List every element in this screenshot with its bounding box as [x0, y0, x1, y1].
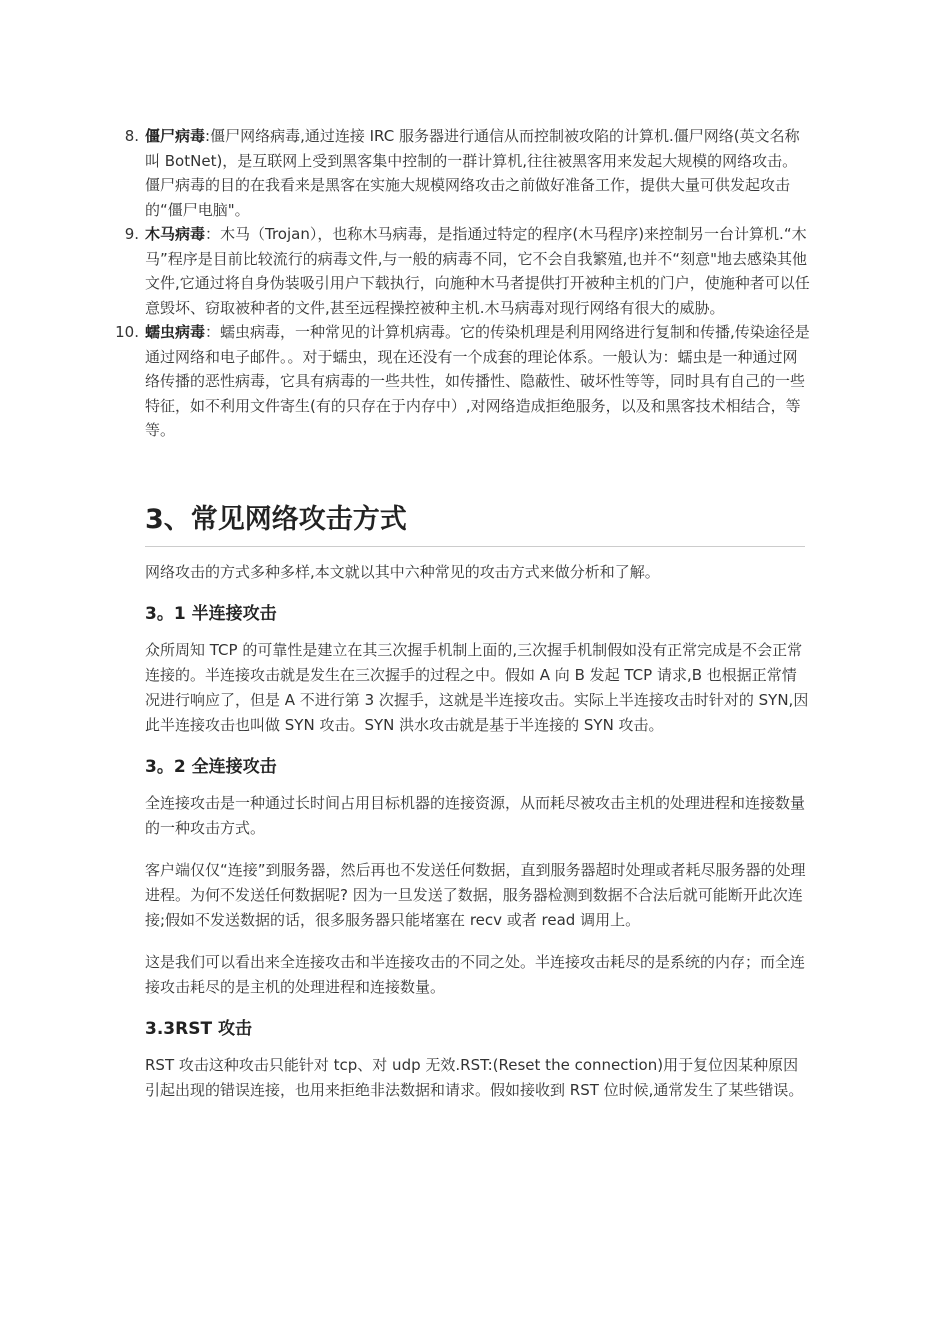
list-item-number: 8.	[124, 127, 139, 145]
subsection-heading-half-connection: 3。1 半连接攻击	[145, 604, 277, 624]
list-item-term: 木马病毒	[145, 225, 206, 243]
virus-list	[112, 124, 812, 443]
paragraph: 众所周知 TCP 的可靠性是建立在其三次握手机制上面的,三次握手机制假如没有正常完成是不会正常连接的。半连接攻击就是发生在三次握手的过程之中。假如 A 向 B 发起 TCP 请求,B 也根据正常情况进行响应了，但是 A 不进行第 3 次握手，这就是半连接攻击。实际上半连接攻击时针对的 SYN,因此半连接攻击也叫做 SYN 攻击。SYN 洪水攻击就是基于半连接的 SYN 攻击。	[145, 641, 809, 734]
paragraph: 客户端仅仅“连接”到服务器，然后再也不发送任何数据，直到服务器超时处理或者耗尽服务器的处理进程。为何不发送任何数据呢? 因为一旦发送了数据，服务器检测到数据不合法后就可能断开此次连接;假如不发送数据的话，很多服务器只能堵塞在 recv 或者 read 调用上。	[145, 861, 806, 929]
paragraph: 这是我们可以看出来全连接攻击和半连接攻击的不同之处。半连接攻击耗尽的是系统的内存；而全连接攻击耗尽的是主机的处理进程和连接数量。	[145, 953, 806, 996]
list-item-term: 蠕虫病毒	[145, 323, 206, 341]
list-item-text: ：木马（Trojan），也称木马病毒，是指通过特定的程序(木马程序)来控制另一台计算机.“木马”程序是目前比较流行的病毒文件,与一般的病毒不同，它不会自我繁殖,也并不“刻意"地去感染其他文件,它通过将自身伪装吸引用户下载执行，向施种木马者提供打开被种主机的门户，使施种者可以任意毁坏、窃取被种者的文件,甚至远程操控被种主机.木马病毒对现行网络有很大的威胁。	[145, 225, 810, 317]
list-item-text: :僵尸网络病毒,通过连接 IRC 服务器进行通信从而控制被攻陷的计算机.僵尸网络(英文名称叫 BotNet)，是互联网上受到黑客集中控制的一群计算机,往往被黑客用来发起大规模的网络攻击。僵尸病毒的目的在我看来是黑客在实施大规模网络攻击之前做好准备工作，提供大量可供发起攻击的“僵尸电脑"。	[145, 127, 800, 219]
paragraph: 全连接攻击是一种通过长时间占用目标机器的连接资源，从而耗尽被攻击主机的处理进程和连接数量的一种攻击方式。	[145, 794, 806, 837]
list-item	[112, 222, 812, 320]
list-item-number: 10.	[115, 323, 139, 341]
subsection-heading-rst: 3.3RST 攻击	[145, 1019, 252, 1039]
list-item	[112, 124, 812, 222]
list-item-term: 僵尸病毒	[145, 127, 206, 145]
list-item-number: 9.	[124, 225, 139, 243]
subsection-heading-full-connection: 3。2 全连接攻击	[145, 757, 277, 777]
paragraph: RST 攻击这种攻击只能针对 tcp、对 udp 无效.RST:(Reset the connection)用于复位因某种原因引起出现的错误连接，也用来拒绝非法数据和请求。假如接收到 RST 位时候,通常发生了某些错误。	[145, 1056, 804, 1099]
section-content	[145, 560, 810, 1120]
section-intro: 网络攻击的方式多种多样,本文就以其中六种常见的攻击方式来做分析和了解。	[145, 563, 660, 581]
list-item-text: ：蠕虫病毒，一种常见的计算机病毒。它的传染机理是利用网络进行复制和传播,传染途径是通过网络和电子邮件。。对于蠕虫，现在还没有一个成套的理论体系。一般认为：蠕虫是一种通过网络传播的恶性病毒，它具有病毒的一些共性，如传播性、隐蔽性、破坏性等等，同时具有自己的一些特征，如不利用文件寄生(有的只存在于内存中）,对网络造成拒绝服务，以及和黑客技术相结合，等等。	[145, 323, 810, 439]
section-heading: 3、常见网络攻击方式	[145, 500, 805, 547]
list-item	[112, 320, 812, 443]
